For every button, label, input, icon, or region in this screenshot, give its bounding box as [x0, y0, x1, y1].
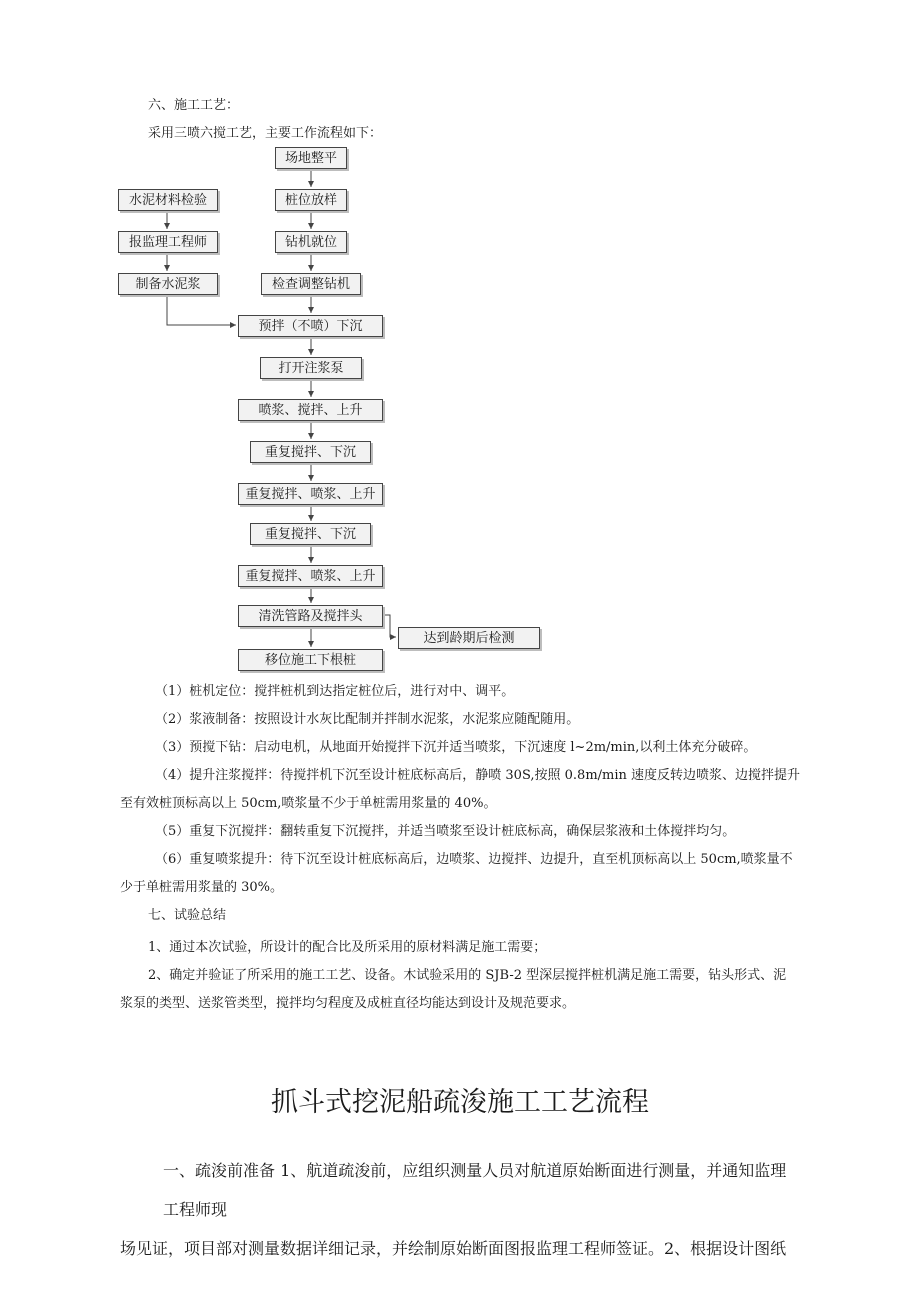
flow-box-check-adjust-drill: 检查调整钻机 [261, 273, 361, 295]
flow-box-repeat-mix-spray-rise-2: 重复搅拌、喷浆、上升 [238, 565, 383, 587]
section6-heading: 六、施工工艺： [148, 98, 240, 113]
article-line-3: 场见证，项目部对测量数据详细记录，并绘制原始断面图报监理工程师签证。2、根据设计图纸 [120, 1239, 787, 1258]
step-6-line1: （6）重复喷浆提升：待下沉至设计桩底标高后，边喷浆、边搅拌、边提升，直至机顶标高以上 50cm,喷浆量不 [155, 852, 793, 867]
section7-item-1: 1、通过本次试验，所设计的配合比及所采用的原材料满足施工需要； [148, 940, 547, 955]
article-line-2: 工程师现 [163, 1200, 228, 1219]
flow-box-repeat-mix-sink-1: 重复搅拌、下沉 [250, 441, 371, 463]
step-3: （3）预搅下钻：启动电机，从地面开始搅拌下沉并适当喷浆，下沉速度 l~2m/min,以利土体充分破碎。 [155, 740, 757, 755]
step-6-line2: 少于单桩需用浆量的 30%。 [120, 880, 284, 895]
flow-box-repeat-mix-sink-2: 重复搅拌、下沉 [250, 523, 371, 545]
step-2: （2）浆液制备：按照设计水灰比配制并拌制水泥浆，水泥浆应随配随用。 [155, 712, 580, 727]
flow-box-pile-layout: 桩位放样 [275, 189, 347, 211]
flow-box-age-test: 达到龄期后检测 [398, 627, 540, 649]
step-1: （1）桩机定位：搅拌桩机到达指定桩位后，进行对中、调平。 [155, 684, 515, 699]
article-title: 抓斗式挖泥船疏浚施工工艺流程 [271, 1087, 649, 1118]
step-5: （5）重复下沉搅拌：翻转重复下沉搅拌，并适当喷浆至设计桩底标高，确保层浆液和土体搅拌均匀。 [155, 824, 736, 839]
flow-box-report-supervisor: 报监理工程师 [118, 231, 218, 253]
section7-item-2-line1: 2、确定并验证了所采用的施工工艺、设备。木试验采用的 SJB-2 型深层搅拌桩机满足施工需要，钻头形式、泥 [148, 968, 787, 983]
section7-item-2-line2: 浆泵的类型、送浆管类型，搅拌均匀程度及成桩直径均能达到设计及规范要求。 [120, 996, 576, 1011]
section6-intro: 采用三喷六搅工艺，主要工作流程如下： [148, 126, 383, 141]
step-4-line1: （4）提升注浆搅拌：待搅拌机下沉至设计桩底标高后，静喷 30S,按照 0.8m/min 速度反转边喷浆、边搅拌提升 [155, 768, 801, 783]
flow-box-cement-inspection: 水泥材料检验 [118, 189, 218, 211]
flow-box-move-next-pile: 移位施工下根桩 [238, 649, 383, 671]
flow-box-drill-positioning: 钻机就位 [275, 231, 347, 253]
flow-box-repeat-mix-spray-rise-1: 重复搅拌、喷浆、上升 [238, 483, 383, 505]
flow-box-premix-sink: 预拌（不喷）下沉 [238, 315, 383, 337]
flow-box-spray-mix-rise: 喷浆、搅拌、上升 [238, 399, 383, 421]
section7-heading: 七、试验总结 [148, 908, 227, 923]
flow-box-open-grout-pump: 打开注浆泵 [260, 357, 362, 379]
flow-box-clean-pipes: 清洗管路及搅拌头 [238, 605, 383, 627]
step-4-line2: 至有效桩顶标高以上 50cm,喷浆量不少于单桩需用浆量的 40%。 [120, 796, 497, 811]
article-line-1: 一、疏浚前准备 1、航道疏浚前，应组织测量人员对航道原始断面进行测量，并通知监理 [163, 1161, 787, 1180]
flow-box-site-leveling: 场地整平 [275, 147, 347, 169]
flow-box-prepare-cement-slurry: 制备水泥浆 [118, 273, 218, 295]
